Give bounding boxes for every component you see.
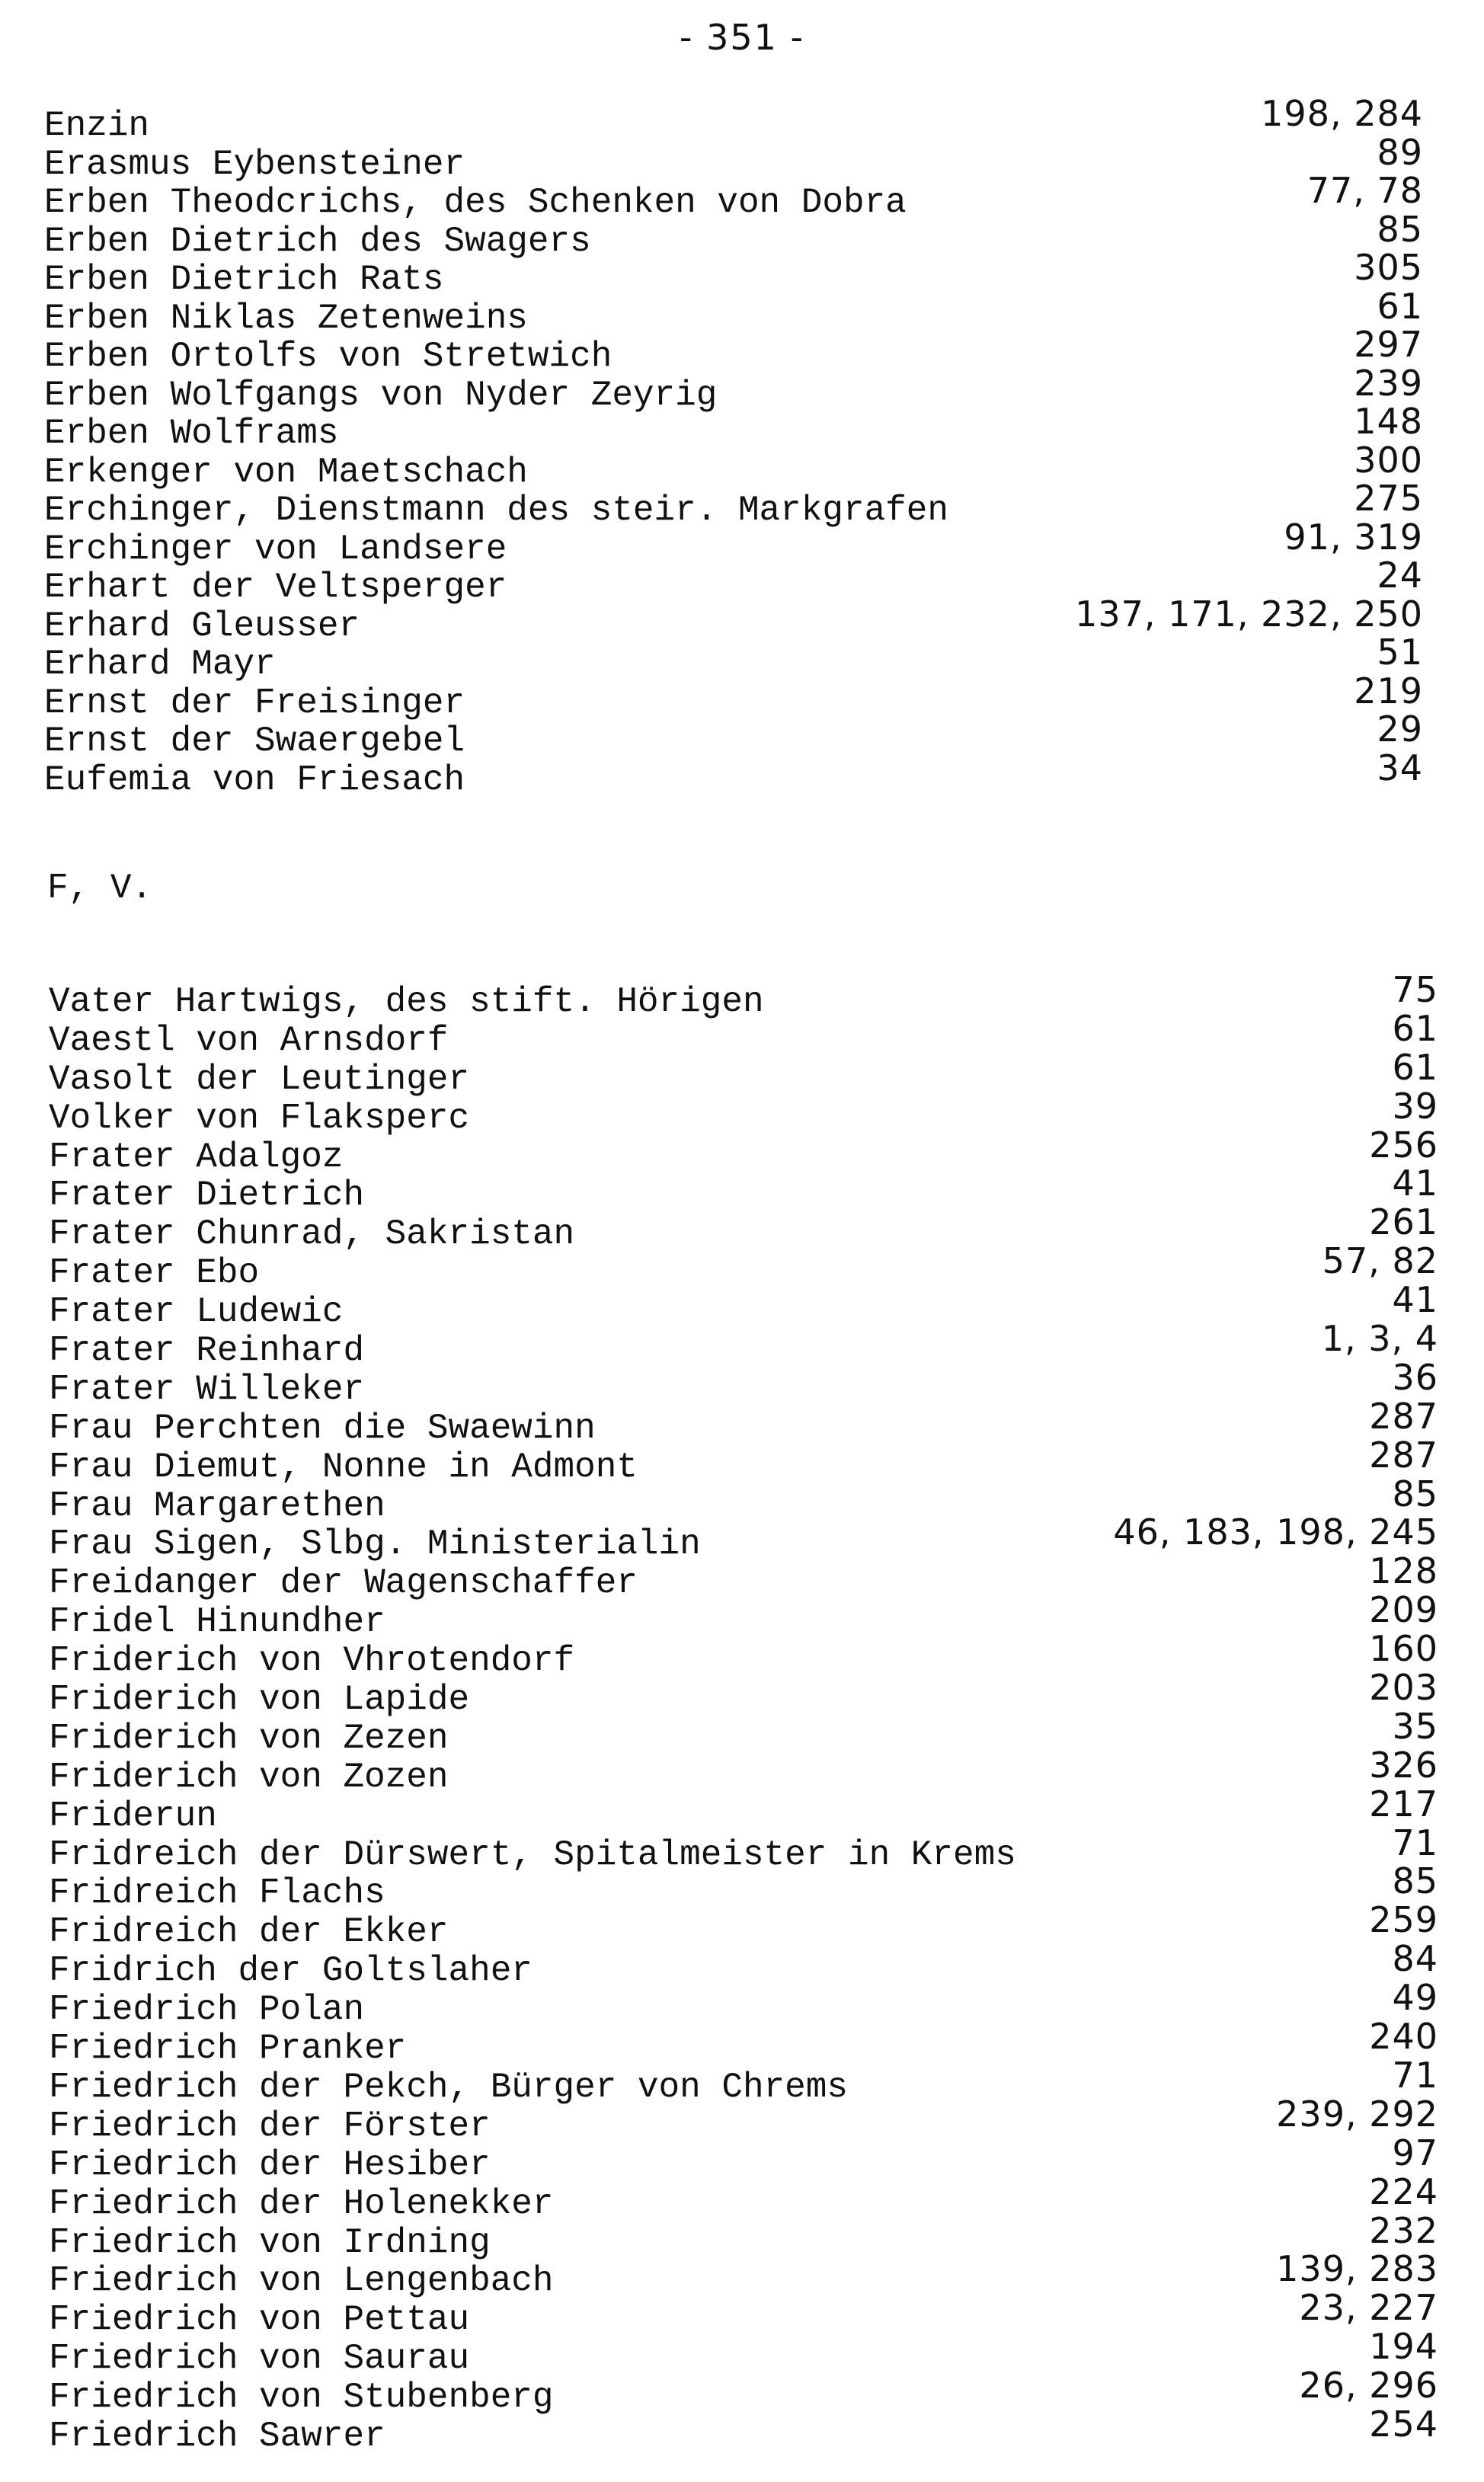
entry-name: Friedrich von Saurau (49, 2339, 470, 2379)
index-entry (0, 1589, 1484, 1642)
entry-page-refs: 85 (1377, 208, 1423, 250)
entry-name: Frater Chunrad, Sakristan (49, 1214, 575, 1255)
index-entry (0, 1938, 1484, 1991)
index-entry (0, 1163, 1484, 1216)
index-entry (0, 2054, 1484, 2107)
entry-page-refs: 194 (1369, 2326, 1438, 2368)
entry-page-refs: 41 (1392, 1279, 1438, 1321)
index-entry (0, 1007, 1484, 1060)
entry-name: Frau Diemut, Nonne in Admont (49, 1447, 638, 1487)
index-entry (0, 1085, 1484, 1138)
index-entry (0, 2093, 1484, 2146)
entry-page-refs: 36 (1392, 1356, 1438, 1398)
entry-name: Friedrich der Pekch, Bürger von Chrems (49, 2067, 848, 2107)
entry-name: Friedrich von Stubenberg (49, 2378, 554, 2418)
index-entry (0, 1705, 1484, 1758)
index-entry (0, 401, 1484, 453)
entry-name: Frater Dietrich (49, 1175, 365, 1216)
index-entry (0, 478, 1484, 530)
entry-name: Frau Perchten die Swaewinn (49, 1408, 596, 1448)
index-entry (0, 2132, 1484, 2185)
entry-page-refs: 203 (1369, 1667, 1438, 1709)
index-entry (0, 1860, 1484, 1914)
index-entry (0, 1628, 1484, 1681)
entry-page-refs: 287 (1369, 1434, 1438, 1476)
entry-page-refs: 26, 296 (1299, 2365, 1438, 2407)
entry-page-refs: 219 (1354, 670, 1423, 712)
entry-name: Eufemia von Friesach (44, 760, 465, 800)
index-entry (0, 969, 1484, 1022)
entry-name: Erhart der Veltsperger (44, 568, 507, 607)
entry-page-refs: 57, 82 (1322, 1240, 1438, 1282)
entry-name: Vater Hartwigs, des stift. Hörigen (49, 982, 764, 1022)
index-entry (0, 170, 1484, 222)
entry-name: Friderich von Lapide (49, 1680, 470, 1720)
entry-page-refs: 49 (1392, 1977, 1438, 2019)
entry-name: Friedrich von Irdning (49, 2222, 491, 2263)
entry-page-refs: 24 (1377, 555, 1423, 596)
entry-page-refs: 75 (1392, 969, 1438, 1010)
entry-page-refs: 224 (1369, 2170, 1438, 2212)
entry-page-refs: 254 (1369, 2403, 1438, 2445)
entry-name: Enzin (44, 106, 150, 146)
index-entry (0, 708, 1484, 761)
entry-name: Erben Wolfgangs von Nyder Zeyrig (44, 375, 718, 415)
entry-name: Freidanger der Wagenschaffer (49, 1563, 638, 1604)
entry-name: Frater Adalgoz (49, 1137, 344, 1177)
entry-page-refs: 275 (1354, 478, 1423, 519)
entry-page-refs: 41 (1392, 1163, 1438, 1204)
entry-page-refs: 232 (1369, 2209, 1438, 2251)
page-number: - 351 - (679, 17, 805, 58)
entry-page-refs: 300 (1354, 439, 1423, 481)
entry-name: Vasolt der Leutinger (49, 1059, 470, 1099)
entry-page-refs: 61 (1392, 1007, 1438, 1049)
entry-page-refs: 239, 292 (1276, 2093, 1438, 2135)
entry-name: Fridreich Flachs (49, 1873, 385, 1914)
index-section-f (0, 969, 1484, 2456)
entry-page-refs: 39 (1392, 1085, 1438, 1127)
index-entry (0, 1783, 1484, 1836)
index-entry (0, 1279, 1484, 1332)
entry-name: Vaestl von Arnsdorf (49, 1020, 449, 1060)
index-entry (0, 1511, 1484, 1565)
index-section-e (0, 93, 1484, 800)
entry-page-refs: 139, 283 (1276, 2248, 1438, 2290)
entry-name: Friedrich der Förster (49, 2106, 491, 2146)
entry-name: Friderich von Zozen (49, 1757, 449, 1797)
entry-page-refs: 91, 319 (1284, 516, 1423, 558)
entry-name: Fridrich der Goltslaher (49, 1951, 533, 1991)
entry-page-refs: 71 (1392, 1822, 1438, 1863)
entry-name: Friderich von Zezen (49, 1718, 449, 1758)
index-entry (0, 2326, 1484, 2379)
entry-page-refs: 137, 171, 232, 250 (1075, 593, 1423, 635)
index-entry (0, 516, 1484, 569)
entry-name: Fridreich der Ekker (49, 1912, 449, 1953)
entry-name: Friedrich der Hesiber (49, 2145, 491, 2185)
entry-page-refs: 46, 183, 198, 245 (1113, 1511, 1438, 1553)
entry-page-refs: 61 (1377, 285, 1423, 327)
entry-page-refs: 77, 78 (1306, 170, 1423, 211)
entry-name: Friedrich von Pettau (49, 2300, 470, 2340)
index-entry (0, 1395, 1484, 1448)
entry-name: Friedrich Sawrer (49, 2416, 385, 2456)
entry-page-refs: 259 (1369, 1899, 1438, 1941)
entry-page-refs: 35 (1392, 1705, 1438, 1747)
index-entry (0, 2365, 1484, 2418)
entry-name: Frater Ludewic (49, 1292, 344, 1332)
entry-page-refs: 287 (1369, 1395, 1438, 1437)
index-entry (0, 285, 1484, 338)
index-entry (0, 670, 1484, 723)
entry-page-refs: 85 (1392, 1860, 1438, 1902)
entry-page-refs: 326 (1369, 1744, 1438, 1786)
index-entry (0, 2170, 1484, 2224)
entry-name: Frau Sigen, Slbg. Ministerialin (49, 1524, 701, 1565)
entry-page-refs: 217 (1369, 1783, 1438, 1825)
index-entry (0, 1046, 1484, 1099)
entry-page-refs: 84 (1392, 1938, 1438, 1980)
index-entry (0, 93, 1484, 146)
index-entry (0, 1977, 1484, 2030)
index-entry (0, 324, 1484, 376)
index-entry (0, 1434, 1484, 1487)
entry-page-refs: 34 (1377, 747, 1423, 788)
index-entry (0, 1744, 1484, 1797)
index-entry (0, 1124, 1484, 1177)
entry-name: Erben Dietrich des Swagers (44, 221, 591, 261)
entry-name: Friedrich Pranker (49, 2029, 407, 2069)
entry-name: Friedrich der Holenekker (49, 2183, 554, 2224)
index-entry (0, 2016, 1484, 2069)
index-entry (0, 1201, 1484, 1255)
entry-name: Friedrich von Lengenbach (49, 2261, 554, 2301)
entry-page-refs: 61 (1392, 1046, 1438, 1088)
entry-name: Erben Niklas Zetenweins (44, 298, 528, 338)
entry-page-refs: 1, 3, 4 (1321, 1318, 1438, 1360)
index-entry (0, 439, 1484, 492)
entry-name: Fridreich der Dürswert, Spitalmeister in Krems (49, 1834, 1016, 1875)
entry-page-refs: 209 (1369, 1589, 1438, 1631)
index-entry (0, 2248, 1484, 2301)
index-entry (0, 1822, 1484, 1875)
entry-name: Erben Dietrich Rats (44, 260, 444, 299)
entry-page-refs: 85 (1392, 1473, 1438, 1514)
entry-name: Erben Theodcrichs, des Schenken von Dobra (44, 183, 907, 222)
index-entry (0, 1899, 1484, 1953)
index-entry (0, 131, 1484, 184)
entry-name: Friderich von Vhrotendorf (49, 1641, 575, 1681)
entry-name: Frau Margarethen (49, 1486, 385, 1526)
section-heading: F, V. (47, 868, 153, 908)
entry-page-refs: 256 (1369, 1124, 1438, 1166)
index-entry (0, 1550, 1484, 1604)
entry-name: Frater Willeker (49, 1369, 365, 1409)
entry-page-refs: 305 (1354, 247, 1423, 288)
entry-name: Friderun (49, 1796, 217, 1836)
index-entry (0, 2209, 1484, 2263)
entry-page-refs: 240 (1369, 2016, 1438, 2058)
index-entry (0, 1667, 1484, 1720)
entry-page-refs: 261 (1369, 1201, 1438, 1243)
index-entry (0, 1356, 1484, 1409)
index-entry (0, 362, 1484, 415)
entry-name: Frater Reinhard (49, 1331, 365, 1371)
entry-name: Ernst der Freisinger (44, 683, 465, 723)
entry-name: Volker von Flaksperc (49, 1098, 470, 1138)
index-entry (0, 1240, 1484, 1294)
entry-name: Erben Wolframs (44, 414, 339, 453)
index-entry (0, 2403, 1484, 2456)
entry-page-refs: 97 (1392, 2132, 1438, 2173)
entry-name: Ernst der Swaergebel (44, 721, 465, 761)
entry-name: Fridel Hinundher (49, 1602, 385, 1642)
entry-name: Erkenger von Maetschach (44, 452, 528, 492)
entry-name: Frater Ebo (49, 1253, 260, 1294)
index-entry (0, 2287, 1484, 2340)
index-entry (0, 747, 1484, 800)
entry-page-refs: 148 (1354, 401, 1423, 442)
index-entry (0, 247, 1484, 299)
entry-name: Erhard Mayr (44, 644, 276, 684)
entry-name: Erhard Gleusser (44, 606, 360, 646)
index-entry (0, 208, 1484, 261)
entry-page-refs: 239 (1354, 362, 1423, 404)
entry-page-refs: 198, 284 (1261, 93, 1423, 134)
entry-name: Erben Ortolfs von Stretwich (44, 337, 612, 376)
entry-name: Erchinger von Landsere (44, 529, 507, 569)
entry-page-refs: 297 (1354, 324, 1423, 365)
entry-page-refs: 29 (1377, 708, 1423, 750)
entry-page-refs: 128 (1369, 1550, 1438, 1592)
entry-page-refs: 23, 227 (1299, 2287, 1438, 2329)
entry-page-refs: 51 (1377, 632, 1423, 673)
index-entry (0, 632, 1484, 684)
entry-page-refs: 71 (1392, 2054, 1438, 2096)
entry-name: Erasmus Eybensteiner (44, 144, 465, 184)
entry-name: Friedrich Polan (49, 1990, 365, 2030)
entry-page-refs: 89 (1377, 131, 1423, 173)
index-entry (0, 593, 1484, 646)
index-entry (0, 1318, 1484, 1371)
entry-page-refs: 160 (1369, 1628, 1438, 1670)
entry-name: Erchinger, Dienstmann des steir. Markgrafen (44, 491, 948, 530)
